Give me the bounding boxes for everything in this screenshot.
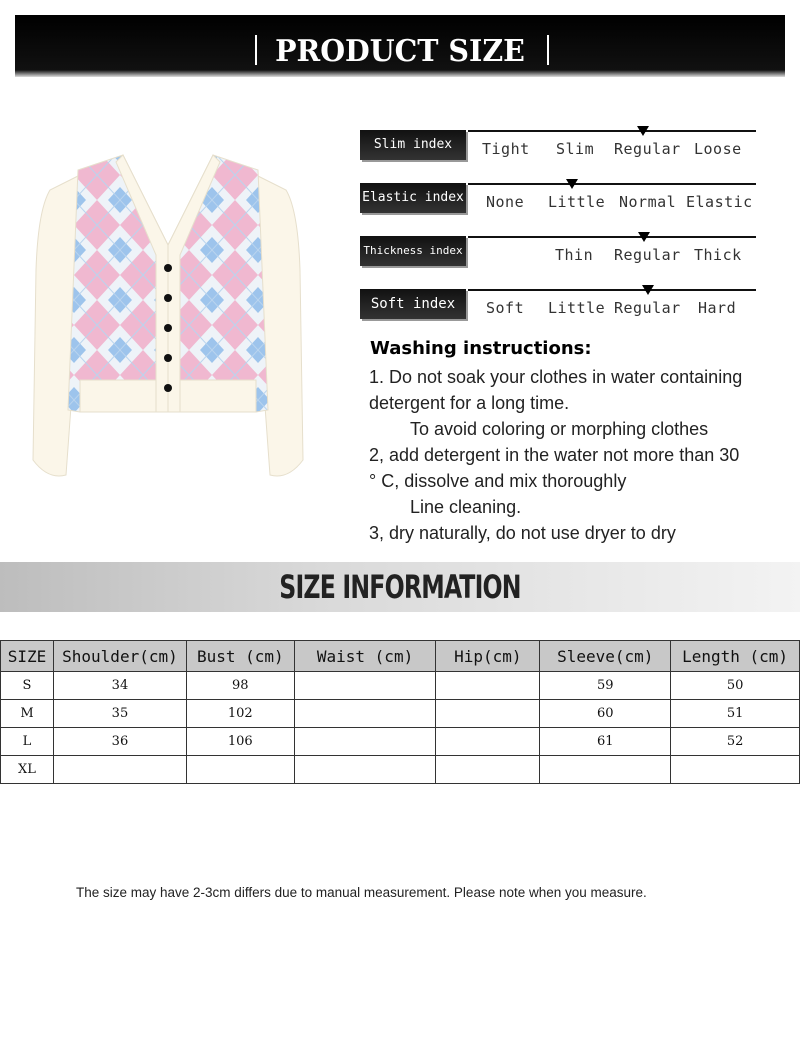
- index-option: Loose: [694, 140, 742, 158]
- index-marker-icon: [637, 126, 649, 136]
- washing-line: 1. Do not soak your clothes in water containing: [369, 367, 743, 387]
- index-scale-line: [468, 289, 756, 291]
- index-option: Regular: [614, 140, 681, 158]
- table-cell: S: [1, 672, 54, 700]
- table-row: [1, 728, 800, 756]
- table-cell: 61: [540, 728, 671, 756]
- washing-line: 3, dry naturally, do not use dryer to dry: [369, 523, 676, 543]
- washing-instructions-title: Washing instructions:: [370, 338, 592, 359]
- index-option: Tight: [482, 140, 530, 158]
- table-cell: 51: [671, 700, 800, 728]
- washing-line: To avoid coloring or morphing clothes: [410, 419, 709, 439]
- index-scale-line: [468, 183, 756, 185]
- column-header: Shoulder(cm): [53, 641, 186, 672]
- table-cell: [53, 756, 186, 784]
- index-option: Thick: [694, 246, 742, 264]
- washing-line: 2, add detergent in the water not more than 30: [369, 445, 740, 465]
- product-size-banner: [15, 15, 785, 77]
- washing-line: detergent for a long time.: [369, 393, 570, 413]
- index-option: Hard: [698, 299, 737, 317]
- table-cell: [436, 672, 540, 700]
- thickness-index-label: Thickness index: [360, 236, 466, 266]
- index-option: Little: [548, 299, 606, 317]
- washing-line: Line cleaning.: [410, 497, 522, 517]
- table-cell: 102: [186, 700, 294, 728]
- soft-index-label: Soft index: [360, 289, 466, 319]
- table-cell: [294, 756, 436, 784]
- table-cell: 106: [186, 728, 294, 756]
- thickness-index-row: [360, 236, 760, 276]
- column-header: Sleeve(cm): [540, 641, 671, 672]
- slim-index-label: Slim index: [360, 130, 466, 160]
- index-marker-icon: [566, 179, 578, 189]
- table-row: [1, 672, 800, 700]
- banner-title: PRODUCT SIZE: [275, 34, 525, 69]
- soft-index-row: [360, 289, 760, 329]
- index-scale-line: [468, 130, 756, 132]
- table-cell: [436, 700, 540, 728]
- table-cell: [436, 728, 540, 756]
- table-cell: 60: [540, 700, 671, 728]
- index-option: Normal: [619, 193, 677, 211]
- elastic-index-label: Elastic index: [360, 183, 466, 213]
- column-header: Length (cm): [671, 641, 800, 672]
- washing-line: ° C, dissolve and mix thoroughly: [369, 471, 627, 491]
- index-option: Soft: [486, 299, 525, 317]
- table-row: [1, 756, 800, 784]
- column-header: Bust (cm): [186, 641, 294, 672]
- cardigan-image: [28, 150, 308, 485]
- table-cell: [436, 756, 540, 784]
- index-option: None: [486, 193, 525, 211]
- index-scale-line: [468, 236, 756, 238]
- table-cell: 59: [540, 672, 671, 700]
- table-cell: 52: [671, 728, 800, 756]
- index-option: Little: [548, 193, 606, 211]
- index-option: Slim: [556, 140, 595, 158]
- table-cell: [294, 672, 436, 700]
- table-header-row: [1, 641, 800, 672]
- table-cell: [294, 728, 436, 756]
- table-cell: 50: [671, 672, 800, 700]
- slim-index-row: [360, 130, 760, 170]
- index-marker-icon: [638, 232, 650, 242]
- index-marker-icon: [642, 285, 654, 295]
- column-header: SIZE: [1, 641, 54, 672]
- elastic-index-row: [360, 183, 760, 223]
- table-cell: L: [1, 728, 54, 756]
- index-option: Regular: [614, 246, 681, 264]
- table-cell: 98: [186, 672, 294, 700]
- table-cell: [294, 700, 436, 728]
- measurement-note: The size may have 2-3cm differs due to manual measurement. Please note when you measure.: [76, 885, 647, 900]
- index-option: Elastic: [686, 193, 753, 211]
- size-table: [0, 640, 800, 784]
- table-cell: 36: [53, 728, 186, 756]
- table-cell: [671, 756, 800, 784]
- column-header: Hip(cm): [436, 641, 540, 672]
- table-cell: 35: [53, 700, 186, 728]
- table-cell: 34: [53, 672, 186, 700]
- table-cell: [540, 756, 671, 784]
- banner-divider-right: [547, 35, 549, 65]
- table-cell: [186, 756, 294, 784]
- index-option: Thin: [555, 246, 594, 264]
- table-row: [1, 700, 800, 728]
- table-cell: M: [1, 700, 54, 728]
- column-header: Waist (cm): [294, 641, 436, 672]
- index-option: Regular: [614, 299, 681, 317]
- size-information-title: SIZE INFORMATION: [279, 568, 521, 606]
- table-cell: XL: [1, 756, 54, 784]
